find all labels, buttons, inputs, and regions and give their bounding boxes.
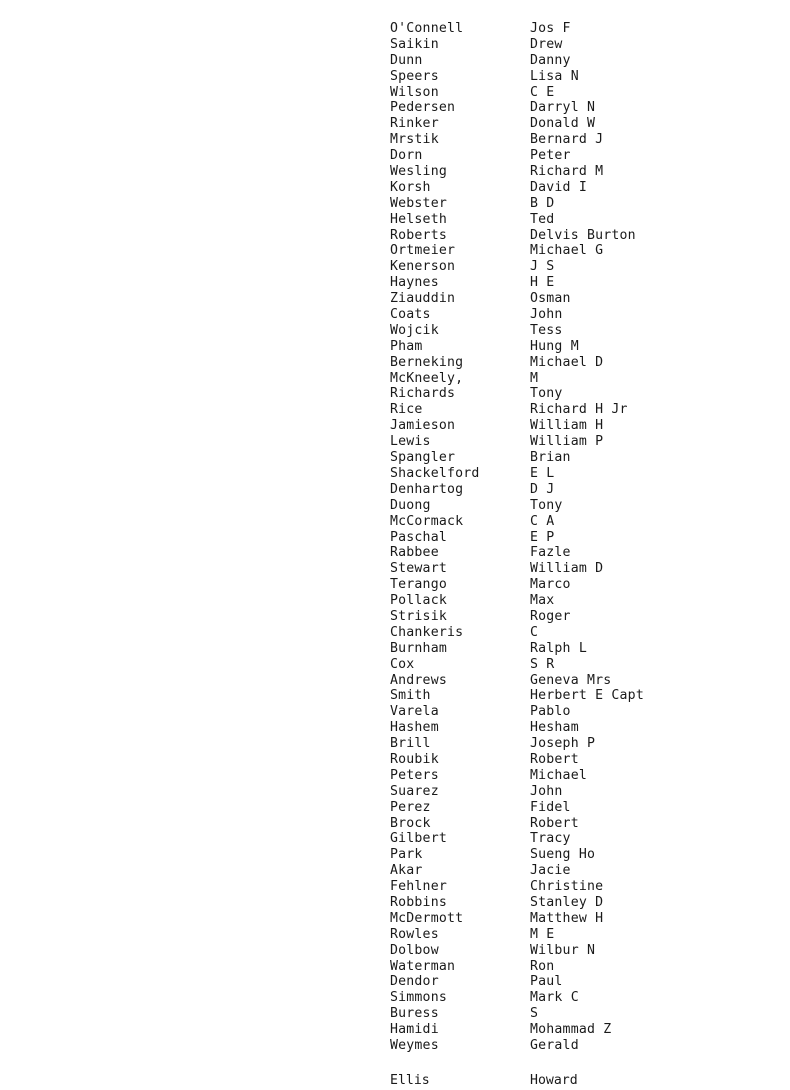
surname-text: Denhartog — [390, 481, 464, 497]
given-name-text: Christine — [530, 879, 604, 895]
surname-text: Hashem — [390, 720, 439, 736]
surname-text: Simmons — [390, 990, 447, 1006]
surname-text: Wesling — [390, 164, 447, 180]
given-name-text: Paul — [530, 974, 563, 990]
given-name-text: Tess — [530, 322, 563, 338]
given-name-text: Pablo — [530, 704, 571, 720]
given-name-text: Robert — [530, 815, 579, 831]
surname-text: Coats — [390, 307, 431, 323]
given-name-text: C E — [530, 84, 555, 100]
given-name-text: Hesham — [530, 720, 579, 736]
surname-text: Spangler — [390, 450, 456, 466]
given-name-text: M E — [530, 926, 555, 942]
given-name-text: Danny — [530, 52, 571, 68]
surname-text: Mrstik — [390, 132, 439, 148]
surname-text: Paschal — [390, 529, 447, 545]
surname-text: Duong — [390, 497, 431, 513]
surname-text: Korsh — [390, 179, 431, 195]
surname-text: Brock — [390, 815, 431, 831]
given-name-text: J S — [530, 259, 555, 275]
given-name-text: Delvis Burton — [530, 227, 636, 243]
surname-text: Pham — [390, 338, 423, 354]
given-name-text: Mohammad Z — [530, 1022, 612, 1038]
given-name-text: Darryl N — [530, 100, 596, 116]
given-name-text: Brian — [530, 450, 571, 466]
surname-text: Hamidi — [390, 1022, 439, 1038]
given-name-text: Ron — [530, 958, 555, 974]
surname-text: Ziauddin — [390, 291, 456, 307]
surname-text: Dolbow — [390, 942, 439, 958]
surname-text: Strisik — [390, 608, 447, 624]
given-name-text: Tony — [530, 497, 563, 513]
surname-text: Stewart — [390, 561, 447, 577]
surname-text: Berneking — [390, 354, 464, 370]
surname-text: Helseth — [390, 211, 447, 227]
given-name-text: Hung M — [530, 338, 579, 354]
given-name-text: Sueng Ho — [530, 847, 596, 863]
given-name-text: Gerald — [530, 1038, 579, 1053]
surname-text: Brill — [390, 736, 431, 752]
given-name-text: Max — [530, 593, 555, 609]
surname-text: Saikin — [390, 36, 439, 52]
given-name-text: Lisa N — [530, 68, 579, 84]
given-name-text: S R — [530, 656, 555, 672]
given-name-text: Robert — [530, 751, 579, 767]
surname-text: Terango — [390, 577, 447, 593]
given-name-text: Herbert E Capt — [530, 688, 644, 704]
given-name-text: Donald W — [530, 116, 596, 132]
surname-text: McCormack — [390, 513, 464, 529]
surname-text: Chankeris — [390, 624, 464, 640]
given-name-text: C — [530, 624, 539, 640]
surname-text: Richards — [390, 386, 456, 402]
given-name-text: S — [530, 1006, 539, 1022]
given-name-text: B D — [530, 195, 555, 211]
surname-text: Burnham — [390, 640, 447, 656]
surname-text: Shackelford — [390, 465, 480, 481]
surname-text: McDermott — [390, 910, 464, 926]
given-name-text: Tony — [530, 386, 563, 402]
given-name-text: Bernard J — [530, 132, 604, 148]
given-name-text: Drew — [530, 36, 563, 52]
given-name-text: John — [530, 307, 563, 323]
surname-text: Dorn — [390, 148, 423, 164]
given-name-text: Fidel — [530, 799, 571, 815]
given-name-text: Tracy — [530, 831, 571, 847]
given-name-text: Wilbur N — [530, 942, 596, 958]
surname-text: Rowles — [390, 926, 439, 942]
given-name-text: William D — [530, 561, 604, 577]
given-name-text: William P — [530, 434, 604, 450]
surname-text: Wojcik — [390, 322, 439, 338]
surname-text: Jamieson — [390, 418, 456, 434]
surname-text: Fehlner — [390, 879, 447, 895]
surname-text: Lewis — [390, 434, 431, 450]
surname-text: O'Connell — [390, 21, 464, 36]
surname-text: McKneely, — [390, 370, 464, 386]
surname-text: Akar — [390, 863, 423, 879]
surname-text: Perez — [390, 799, 431, 815]
surname-text: Haynes — [390, 275, 439, 291]
given-name-text: Jos F — [530, 21, 571, 36]
surname-text: Robbins — [390, 894, 447, 910]
given-name-text: H E — [530, 275, 555, 291]
given-name-text: Michael D — [530, 354, 604, 370]
given-name-text: M — [530, 370, 539, 386]
given-name-text: John — [530, 783, 563, 799]
given-name-text: Peter — [530, 148, 571, 164]
surname-text: Pollack — [390, 593, 447, 609]
surname-text: Kenerson — [390, 259, 456, 275]
surname-text: Park — [390, 847, 423, 863]
surname-text: Dunn — [390, 52, 423, 68]
given-name-text: Jacie — [530, 863, 571, 879]
surname-text: Peters — [390, 767, 439, 783]
given-name-text: Roger — [530, 608, 571, 624]
given-name-text: Geneva Mrs — [530, 672, 612, 688]
cut-off-row: Ellis Howard — [390, 1073, 578, 1088]
given-name-text: Michael G — [530, 243, 604, 259]
surname-text: Gilbert — [390, 831, 447, 847]
given-name-text: Mark C — [530, 990, 579, 1006]
given-name-text: Joseph P — [530, 736, 596, 752]
given-name-text: Stanley D — [530, 894, 604, 910]
given-name-text: D J — [530, 481, 555, 497]
given-name-text: Richard H Jr — [530, 402, 628, 418]
given-name-text: Ralph L — [530, 640, 587, 656]
given-name-text: Ted — [530, 211, 555, 227]
surname-text: Cox — [390, 656, 415, 672]
given-name-text: Osman — [530, 291, 571, 307]
surname-text: Suarez — [390, 783, 439, 799]
surname-text: Speers — [390, 68, 439, 84]
given-name-text: William H — [530, 418, 604, 434]
given-name-text: Fazle — [530, 545, 571, 561]
surname-text: Wilson — [390, 84, 439, 100]
surname-text: Roberts — [390, 227, 447, 243]
surname-text: Buress — [390, 1006, 439, 1022]
surname-text: Rinker — [390, 116, 439, 132]
given-name-text: Richard M — [530, 164, 604, 180]
given-name-text: E L — [530, 465, 555, 481]
surname-text: Roubik — [390, 751, 439, 767]
surname-text: Waterman — [390, 958, 456, 974]
surname-text: Webster — [390, 195, 447, 211]
given-name-text: Michael — [530, 767, 587, 783]
given-name-text: Marco — [530, 577, 571, 593]
surname-text: Rice — [390, 402, 423, 418]
given-name-text: David I — [530, 179, 587, 195]
given-name-text: Matthew H — [530, 910, 604, 926]
surname-text: Weymes — [390, 1038, 439, 1053]
surname-text: Andrews — [390, 672, 447, 688]
surname-text: Ortmeier — [390, 243, 456, 259]
given-name-text: C A — [530, 513, 555, 529]
given-name-text: E P — [530, 529, 555, 545]
surname-text: Smith — [390, 688, 431, 704]
surname-text: Varela — [390, 704, 439, 720]
surname-text: Rabbee — [390, 545, 439, 561]
surname-text: Pedersen — [390, 100, 456, 116]
surname-text: Dendor — [390, 974, 439, 990]
